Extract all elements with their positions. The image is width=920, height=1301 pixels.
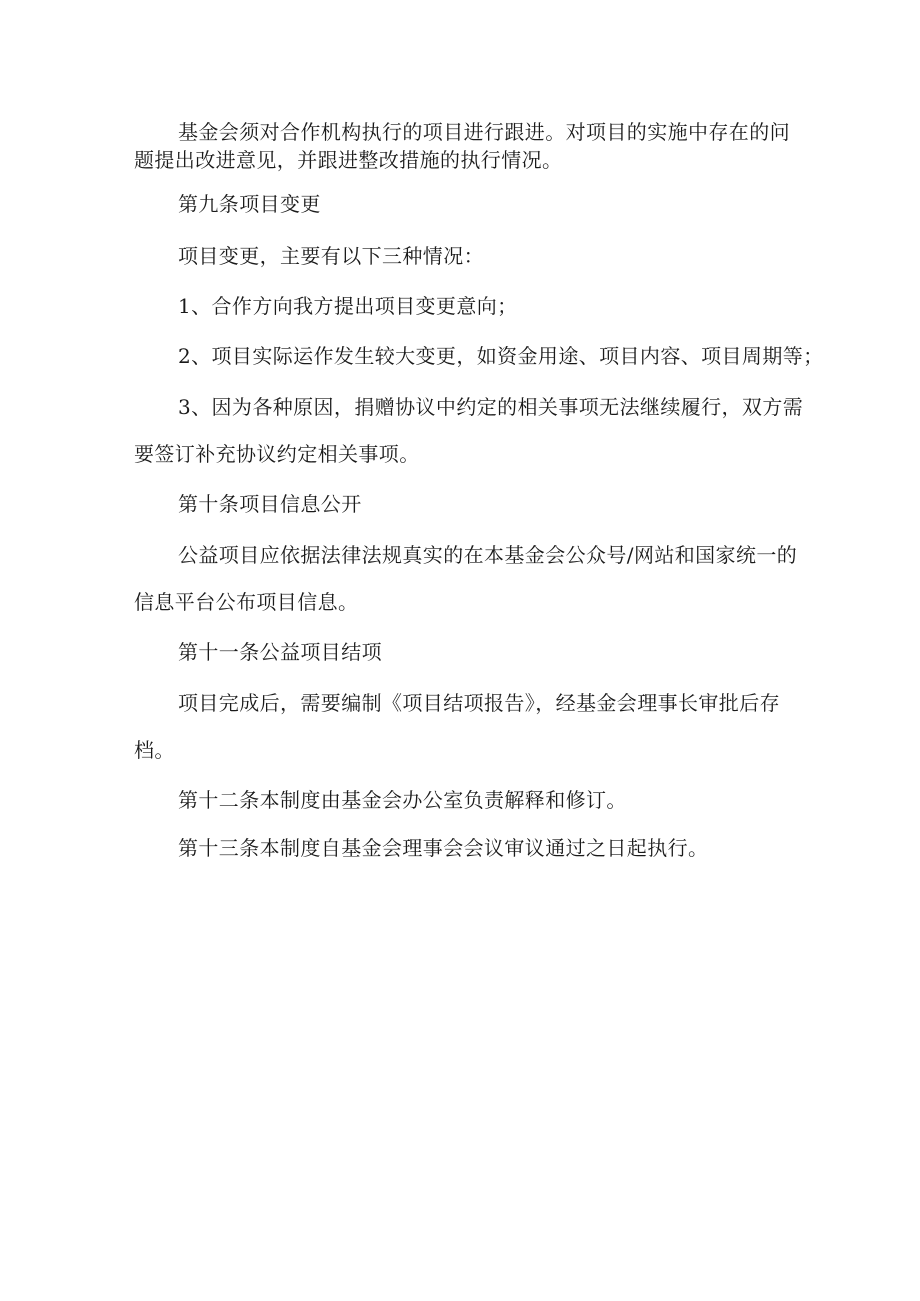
article-11-heading: 第十一条公益项目结项 [178, 640, 382, 664]
article-9-intro: 项目变更，主要有以下三种情况： [178, 244, 484, 268]
paragraph-line: 基金会须对合作机构执行的项目进行跟进。对项目的实施中存在的问 [178, 120, 790, 144]
paragraph-line: 项目完成后，需要编制《项目结项报告》，经基金会理事长审批后存 [178, 691, 780, 715]
paragraph-line: 要签订补充协议约定相关事项。 [134, 442, 420, 466]
article-10-body [134, 532, 802, 626]
paragraph-line: 信息平台公布项目信息。 [134, 590, 359, 614]
article-13: 第十三条本制度自基金会理事会会议审议通过之日起执行。 [178, 836, 709, 860]
paragraph-line: 题提出改进意见，并跟进整改措施的执行情况。 [134, 148, 563, 172]
paragraph-line: 档。 [134, 738, 175, 762]
article-9-item-3 [134, 384, 802, 478]
article-12: 第十二条本制度由基金会办公室负责解释和修订。 [178, 788, 627, 812]
article-9-item-2: 2、项目实际运作发生较大变更，如资金用途、项目内容、项目周期等； [178, 344, 824, 368]
paragraph-follow-up [134, 118, 802, 174]
article-9-heading: 第九条项目变更 [178, 192, 321, 216]
paragraph-line: 3、因为各种原因，捐赠协议中约定的相关事项无法继续履行，双方需 [178, 395, 804, 419]
paragraph-line: 公益项目应依据法律法规真实的在本基金会公众号/网站和国家统一的 [178, 543, 798, 567]
article-10-heading: 第十条项目信息公开 [178, 492, 362, 516]
article-11-body [134, 680, 802, 774]
article-9-item-1: 1、合作方向我方提出项目变更意向； [178, 294, 518, 318]
